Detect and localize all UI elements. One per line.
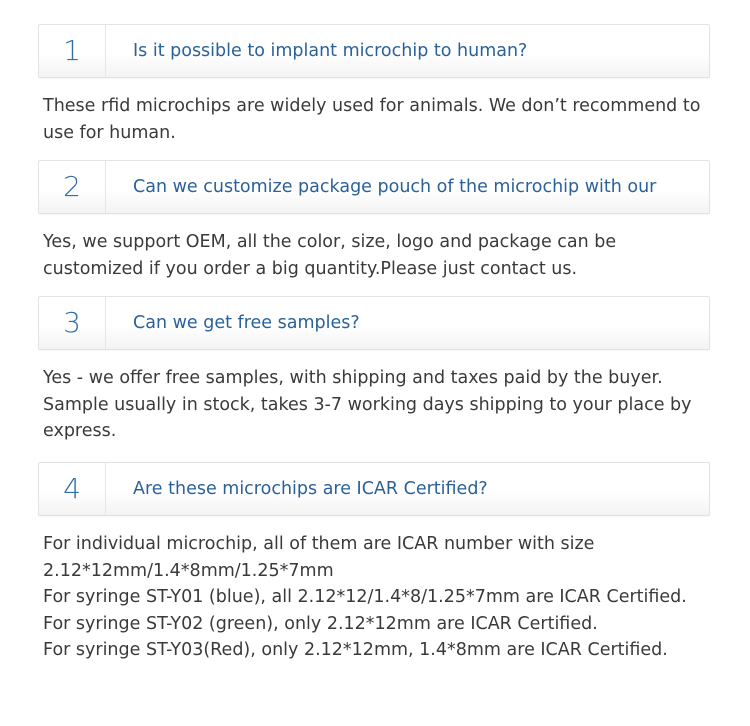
question-text: Can we get free samples? xyxy=(133,313,360,333)
answer-line: For individual microchip, all of them are ICAR number with size xyxy=(43,534,595,554)
answer-line: For syringe ST-Y03(Red), only 2.12*12mm, 1.4*8mm are ICAR Certified. xyxy=(43,640,668,660)
faq-question-box-3[interactable] xyxy=(38,296,710,350)
question-number: 2 xyxy=(39,161,106,213)
answer-line: Yes, we support OEM, all the color, size, logo and package can be xyxy=(43,232,617,252)
question-number: 1 xyxy=(39,25,106,77)
answer-line: 2.12*12mm/1.4*8mm/1.25*7mm xyxy=(43,560,334,581)
faq-question-box-2[interactable] xyxy=(38,160,710,214)
answer-line: Sample usually in stock, takes 3-7 working days shipping to your place by xyxy=(43,394,692,415)
question-number: 4 xyxy=(39,463,106,515)
faq-question-box-1[interactable] xyxy=(38,24,710,78)
answer-line: customized if you order a big quantity.Please just contact us. xyxy=(43,258,578,279)
question-number: 3 xyxy=(39,297,106,349)
question-text: Can we customize package pouch of the microchip with our xyxy=(133,177,657,197)
faq-answer-2 xyxy=(43,229,713,282)
answer-line: For syringe ST-Y01 (blue), all 2.12*12/1.4*8/1.25*7mm are ICAR Certified. xyxy=(43,587,687,607)
answer-line: For syringe ST-Y02 (green), only 2.12*12mm are ICAR Certified. xyxy=(43,613,598,634)
answer-line: Yes - we offer free samples, with shipping and taxes paid by the buyer. xyxy=(43,368,663,388)
faq-question-box-4[interactable] xyxy=(38,462,710,516)
answer-line: use for human. xyxy=(43,122,176,143)
answer-line: These rfid microchips are widely used for animals. We don’t recommend to xyxy=(43,96,701,116)
faq-answer-1 xyxy=(43,93,713,146)
question-text: Are these microchips are ICAR Certified? xyxy=(133,479,488,499)
faq-answer-3 xyxy=(43,365,713,445)
question-text: Is it possible to implant microchip to human? xyxy=(133,41,528,61)
answer-line: express. xyxy=(43,421,117,441)
faq-answer-4 xyxy=(43,531,713,664)
